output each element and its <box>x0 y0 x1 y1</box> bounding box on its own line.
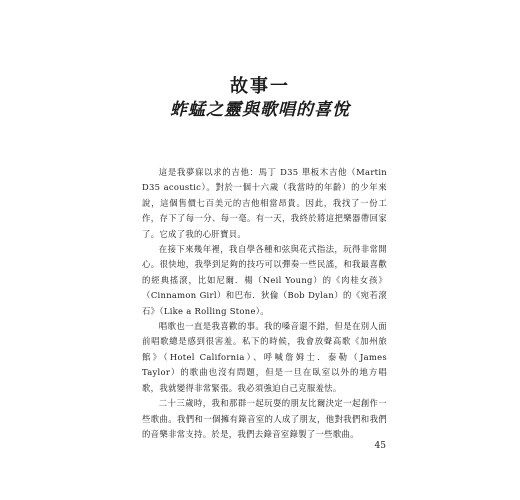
paragraph: 這是我夢寐以求的吉他：馬丁 D35 單板木吉他（Martin D35 acoustic）。對於一個十六歲（我當時的年齡）的少年來說，這個售價七百美元的吉他相當昂貴。因此，我找了一份工作，存下了每一分、每一毫。有一天，我終於將這把樂器帶回家了。它成了我的心肝寶貝。 <box>142 167 387 239</box>
page-number: 45 <box>374 441 386 451</box>
paragraph: 在接下來幾年裡，我自學各種和弦與花式指法，玩得非常開心。很快地，我學到足夠的技巧可以彈奏一些民謠，和我最喜歡的經典搖滾，比如尼爾．楊（Neil Young）的《肉桂女孩》（Cinnamon Girl）和巴布．狄倫（Bob Dylan）的《宛若滾石》（Like a Rolling Stone）。 <box>142 244 387 316</box>
body-text <box>142 165 387 442</box>
paragraph: 唱歌也一直是我喜歡的事。我的嗓音還不錯，但是在別人面前唱歌總是感到很害羞。私下的時候，我會放聲高歌《加州旅館》（Hotel California）、呼喊詹姆士．泰勒（James Taylor）的歌曲也沒有問題，但是一旦在臥室以外的地方唱歌，我就變得非常緊張。我必須強迫自己克服羞怯。 <box>142 321 387 393</box>
chapter-title: 蚱蜢之靈與歌唱的喜悅 <box>170 100 350 120</box>
paragraph: 二十三歲時，我和那群一起玩耍的朋友比爾決定一起創作一些歌曲。我們和一個擁有錄音室的人成了朋友，他對我們和我們的音樂非常支持。於是，我們去錄音室錄製了一些歌曲。 <box>142 398 387 439</box>
chapter-label: 故事一 <box>230 76 290 97</box>
